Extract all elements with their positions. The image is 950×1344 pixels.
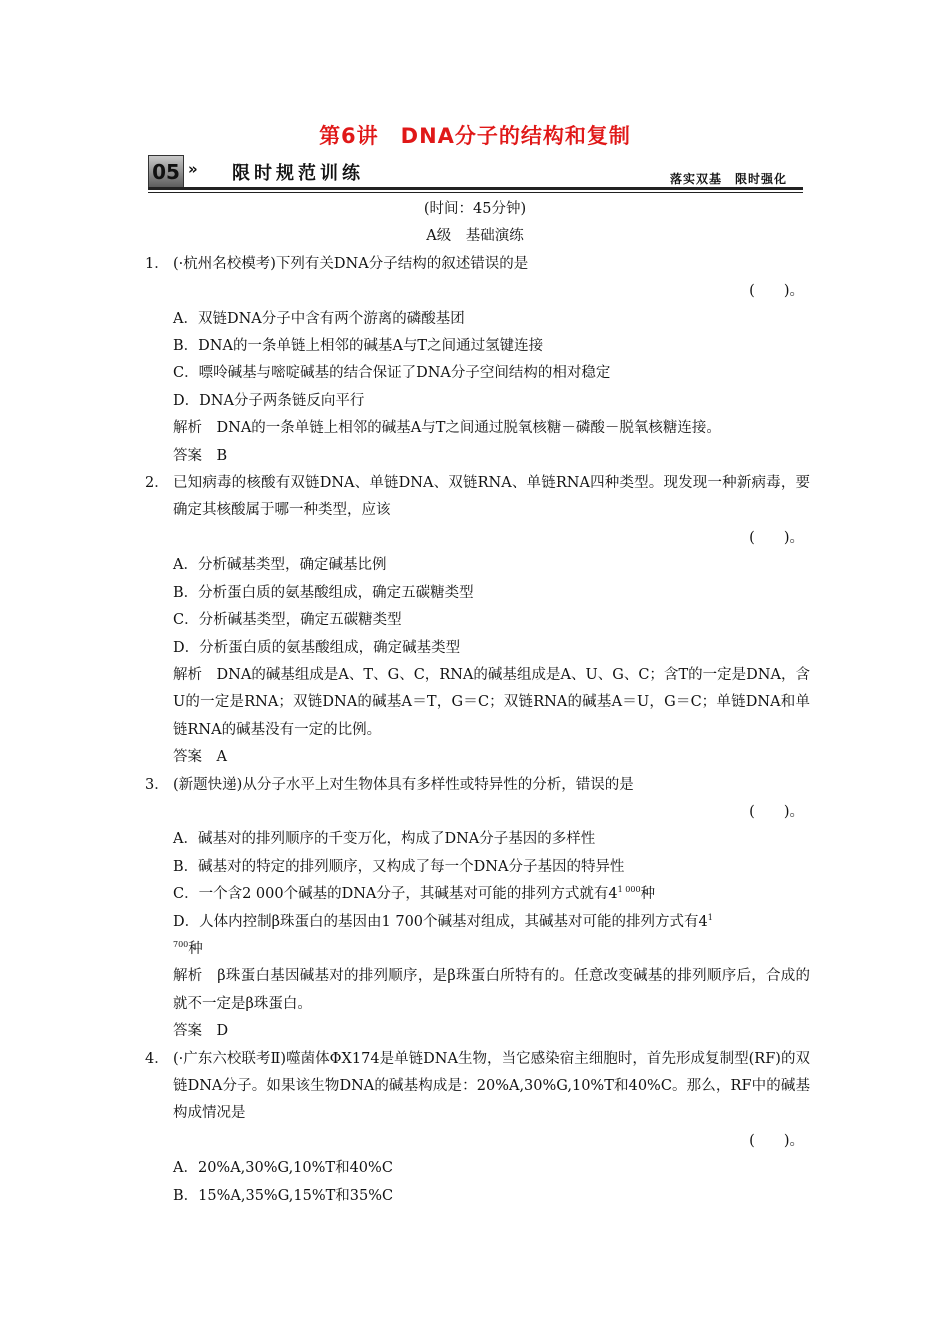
section-tagline: 落实双基 限时强化	[669, 172, 787, 186]
option: A．碱基对的排列顺序的千变万化，构成了DNA分子基因的多样性	[173, 831, 596, 848]
question-number: 1．	[145, 255, 169, 272]
banner-rule	[148, 187, 803, 190]
option: C．嘌呤碱基与嘧啶碱基的结合保证了DNA分子空间结构的相对稳定	[173, 365, 611, 382]
option: B．碱基对的特定的排列顺序，又构成了每一个DNA分子基因的特异性	[173, 858, 625, 875]
option: A．双链DNA分子中含有两个游离的磷酸基团	[173, 310, 465, 327]
exercise-content	[0, 196, 950, 1210]
answer-blank: ( )。	[749, 283, 804, 300]
option: B．DNA的一条单链上相邻的碱基A与T之间通过氢键连接	[173, 338, 544, 355]
section-heading: 限时规范训练	[232, 163, 364, 184]
question-2-stem: 2． 已知病毒的核酸有双链DNA、单链DNA、双链RNA、单链RNA四种类型。现发现一种新病毒，要确定其核酸属于哪一种类型，应该	[0, 470, 950, 525]
banner-rule-thin	[148, 192, 803, 193]
lesson-title: 第6讲 DNA分子的结构和复制	[319, 124, 631, 148]
analysis: 解析 DNA的碱基组成是A、T、G、C，RNA的碱基组成是A、U、G、C；含T的一定是DNA，含U的一定是RNA；双链DNA的碱基A＝T，G＝C；双链RNA的碱基A＝U，G＝C；单链DNA和单链RNA的碱基没有一定的比例。	[173, 666, 810, 738]
chevron-icon: »	[188, 160, 198, 178]
option: A．20%A,30%G,10%T和40%C	[173, 1160, 393, 1177]
level-heading: A级 基础演练	[426, 228, 524, 245]
option-c: C．一个含2 000个碱基的DNA分子，其碱基对可能的排列方式就有$4^{1 000}$种	[173, 885, 656, 903]
option: D．DNA分子两条链反向平行	[173, 392, 365, 409]
question-3-stem: 3． (新题快递)从分子水平上对生物体具有多样性或特异性的分析，错误的是	[0, 772, 950, 799]
question-number: 2．	[145, 475, 169, 492]
answer-blank: ( )。	[749, 529, 804, 546]
answer: 答案 D	[173, 1023, 229, 1040]
option: C．分析碱基类型，确定五碳糖类型	[173, 612, 402, 629]
question-number: 3．	[145, 776, 169, 793]
question-number: 4．	[145, 1050, 169, 1067]
analysis: 解析 β珠蛋白基因碱基对的排列顺序，是β珠蛋白所特有的。任意改变碱基的排列顺序后，合成的就不一定是β珠蛋白。	[173, 968, 810, 1012]
section-number-badge: 05	[148, 155, 184, 189]
answer-blank: ( )。	[749, 803, 804, 820]
question-4-stem: 4． (·广东六校联考Ⅱ)噬菌体ΦX174是单链DNA生物，当它感染宿主细胞时，首先形成复制型(RF)的双链DNA分子。如果该生物DNA的碱基构成是：20%A,30%G,10%T和40%C。那么，RF中的碱基构成情况是	[0, 1046, 950, 1128]
section-banner	[148, 153, 803, 191]
option: A．分析碱基类型，确定碱基比例	[173, 557, 387, 574]
option-d: D．人体内控制β珠蛋白的基因由1 700个碱基对组成，其碱基对可能的排列方式有$4^1$ $^{700}$种	[173, 912, 713, 957]
answer: 答案 A	[173, 749, 227, 766]
option: B．15%A,35%G,15%T和35%C	[173, 1187, 394, 1204]
option: B．分析蛋白质的氨基酸组成，确定五碳糖类型	[173, 584, 474, 601]
time-limit: (时间：45分钟)	[423, 201, 527, 217]
question-1-stem: 1． (·杭州名校模考)下列有关DNA分子结构的叙述错误的是	[0, 251, 950, 278]
option: D．分析蛋白质的氨基酸组成，确定碱基类型	[173, 639, 461, 656]
analysis: 解析 DNA的一条单链上相邻的碱基A与T之间通过脱氧核糖－磷酸－脱氧核糖连接。	[173, 420, 721, 437]
answer: 答案 B	[173, 447, 228, 464]
answer-blank: ( )。	[749, 1132, 804, 1149]
